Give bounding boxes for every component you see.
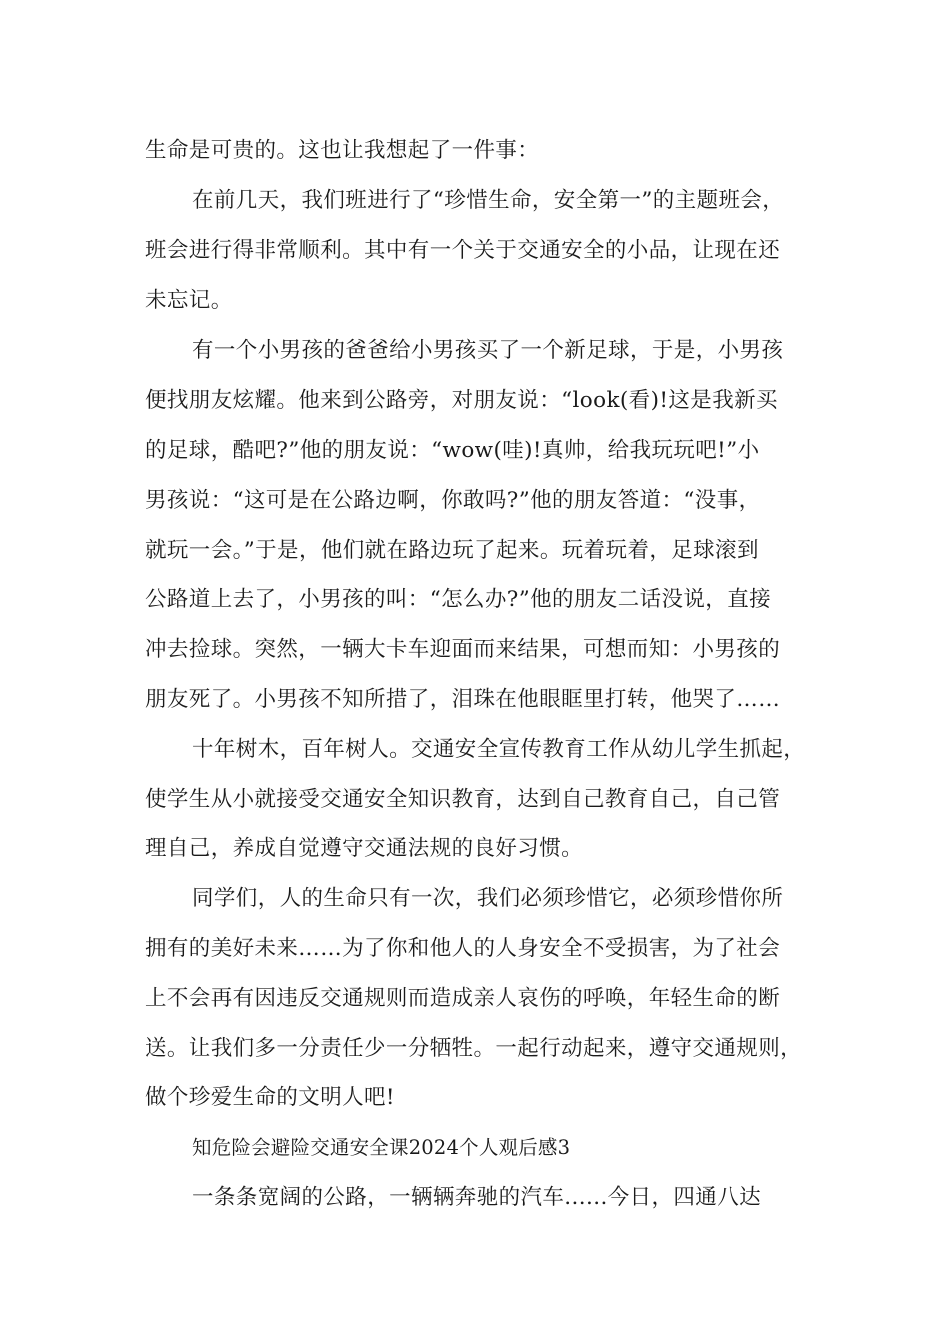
text-line-2: 在前几天，我们班进行了“珍惜生命，安全第一”的主题班会， <box>192 188 785 213</box>
text-line-3: 班会进行得非常顺利。其中有一个关于交通安全的小品，让现在还 <box>145 238 781 263</box>
section-heading: 知危险会避险交通安全课2024个人观后感3 <box>192 1136 571 1159</box>
text-line-22: 一条条宽阔的公路，一辆辆奔驰的汽车......今日，四通八达 <box>192 1185 762 1210</box>
text-line-14: 使学生从小就接受交通安全知识教育，达到自己教育自己，自己管 <box>145 787 781 812</box>
text-line-15: 理自己，养成自觉遵守交通法规的良好习惯。 <box>145 836 584 861</box>
text-line-11: 冲去捡球。突然，一辆大卡车迎面而来结果，可想而知：小男孩的 <box>145 637 781 662</box>
text-line-9: 就玩一会。”于是，他们就在路边玩了起来。玩着玩着，足球滚到 <box>145 538 759 563</box>
text-line-13: 十年树木，百年树人。交通安全宣传教育工作从幼儿学生抓起， <box>192 737 806 762</box>
text-line-6: 便找朋友炫耀。他来到公路旁，对朋友说：“look(看)!这是我新买 <box>145 388 778 413</box>
text-line-19: 送。让我们多一分责任少一分牺牲。一起行动起来，遵守交通规则， <box>145 1036 803 1061</box>
text-line-1: 生命是可贵的。这也让我想起了一件事： <box>145 138 540 163</box>
text-line-8: 男孩说：“这可是在公路边啊，你敢吗?”他的朋友答道：“没事， <box>145 488 761 513</box>
text-line-18: 上不会再有因违反交通规则而造成亲人哀伤的呼唤，年轻生命的断 <box>145 986 781 1011</box>
text-line-10: 公路道上去了，小男孩的叫：“怎么办?”他的朋友二话没说，直接 <box>145 587 772 612</box>
text-line-4: 未忘记。 <box>145 288 233 313</box>
text-line-17: 拥有的美好未来……为了你和他人的人身安全不受损害，为了社会 <box>145 936 781 961</box>
text-line-5: 有一个小男孩的爸爸给小男孩买了一个新足球，于是，小男孩 <box>192 338 784 363</box>
text-line-16: 同学们，人的生命只有一次，我们必须珍惜它，必须珍惜你所 <box>192 886 784 911</box>
text-line-12: 朋友死了。小男孩不知所措了，泪珠在他眼眶里打转，他哭了…… <box>145 687 781 712</box>
text-line-7: 的足球，酷吧?”他的朋友说：“wow(哇)!真帅，给我玩玩吧!”小 <box>145 438 760 463</box>
text-line-20: 做个珍爱生命的文明人吧! <box>145 1085 395 1110</box>
